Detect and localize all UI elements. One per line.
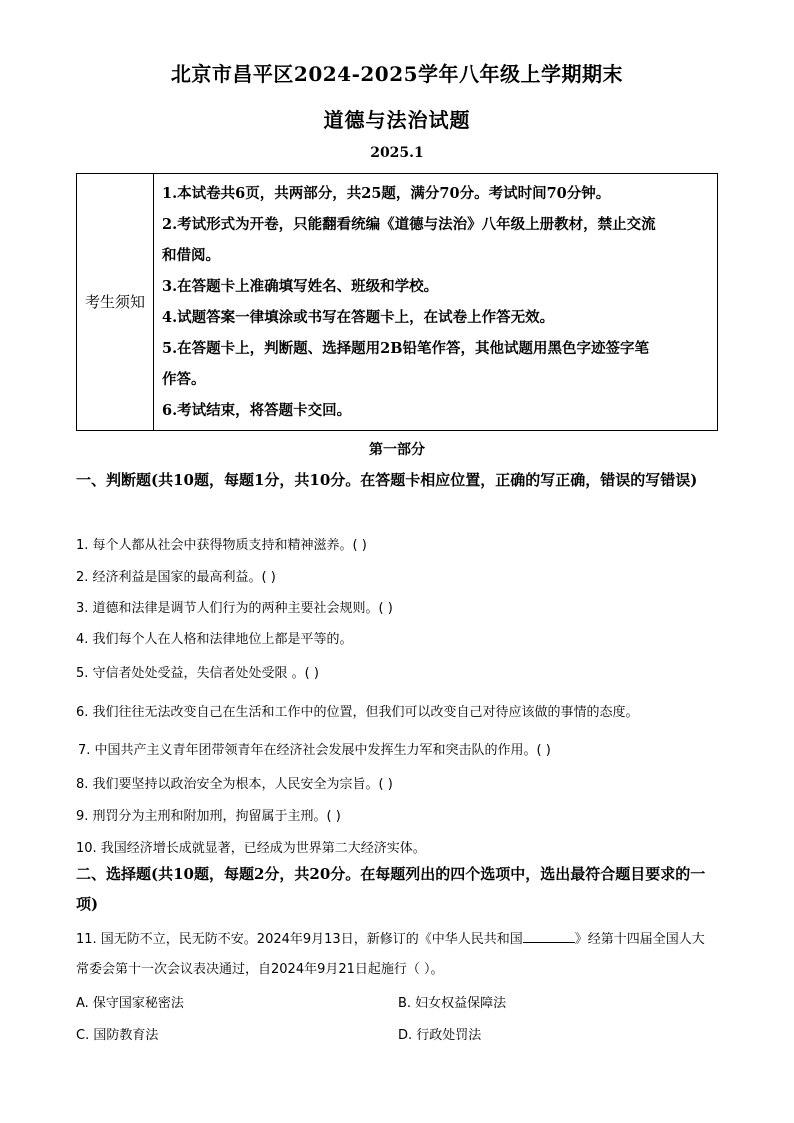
notice-item: 1.本试卷共6页，共两部分，共25题，满分70分。考试时间70分钟。 bbox=[162, 185, 611, 202]
option-c: C. 国防教育法 bbox=[76, 1028, 159, 1043]
question-11 bbox=[76, 925, 716, 985]
question-11-text-start: 11. 国无防不立，民无防不安。2024年9月13日，新修订的《中华人民共和国 bbox=[76, 932, 523, 947]
notice-item: 和借阅。 bbox=[162, 247, 220, 264]
notice-item: 4.试题答案一律填涂或书写在答题卡上，在试卷上作答无效。 bbox=[162, 309, 555, 326]
question-item: 5. 守信者处处受益，失信者处处受限 。( ) bbox=[76, 666, 319, 681]
section-two-title: 二、选择题(共10题，每题2分，共20分。在每题列出的四个选项中，选出最符合题目要求的一项) bbox=[76, 865, 706, 913]
option-d: D. 行政处罚法 bbox=[398, 1028, 482, 1043]
question-item: 10. 我国经济增长成就显著，已经成为世界第二大经济实体。 bbox=[76, 841, 426, 856]
question-item: 2. 经济利益是国家的最高利益。( ) bbox=[76, 570, 276, 585]
notice-item: 5.在答题卡上，判断题、选择题用2B铅笔作答，其他试题用黑色字迹签字笔 bbox=[162, 340, 649, 357]
option-b: B. 妇女权益保障法 bbox=[398, 996, 507, 1011]
question-item: 3. 道德和法律是调节人们行为的两种主要社会规则。( ) bbox=[76, 601, 393, 616]
part-one-heading: 第一部分 bbox=[369, 442, 425, 458]
question-11-text-end: 》经第十四届全国人大常委会第十一次会议表决通过，自2024年9月21日起施行（ ）。 bbox=[76, 932, 705, 977]
candidate-notice-table bbox=[76, 173, 718, 431]
exam-date: 2025.1 bbox=[370, 145, 424, 161]
exam-subject: 道德与法治试题 bbox=[323, 108, 471, 132]
notice-label: 考生须知 bbox=[77, 174, 154, 431]
question-item: 7. 中国共产主义青年团带领青年在经济社会发展中发挥生力军和突击队的作用。( ) bbox=[78, 743, 551, 758]
notice-item: 6.考试结束，将答题卡交回。 bbox=[162, 402, 352, 419]
answer-blank bbox=[523, 929, 575, 943]
question-item: 6. 我们往往无法改变自己在生活和工作中的位置，但我们可以改变自己对待应该做的事情的态度。 bbox=[76, 705, 639, 720]
question-item: 8. 我们要坚持以政治安全为根本，人民安全为宗旨。( ) bbox=[76, 777, 393, 792]
notice-item: 3.在答题卡上准确填写姓名、班级和学校。 bbox=[162, 278, 439, 295]
section-one-title: 一、判断题(共10题，每题1分，共10分。在答题卡相应位置，正确的写正确，错误的写错误) bbox=[76, 471, 698, 489]
notice-item: 作答。 bbox=[162, 371, 206, 388]
option-a: A. 保守国家秘密法 bbox=[76, 996, 184, 1011]
notice-body bbox=[154, 174, 718, 431]
question-item: 1. 每个人都从社会中获得物质支持和精神滋养。( ) bbox=[76, 538, 367, 553]
question-item: 4. 我们每个人在人格和法律地位上都是平等的。 bbox=[76, 632, 353, 647]
question-item: 9. 刑罚分为主刑和附加刑，拘留属于主刑。( ) bbox=[76, 809, 341, 824]
notice-item: 2.考试形式为开卷，只能翻看统编《道德与法治》八年级上册教材，禁止交流 bbox=[162, 216, 656, 233]
exam-title: 北京市昌平区2024-2025学年八年级上学期期末 bbox=[170, 62, 624, 86]
